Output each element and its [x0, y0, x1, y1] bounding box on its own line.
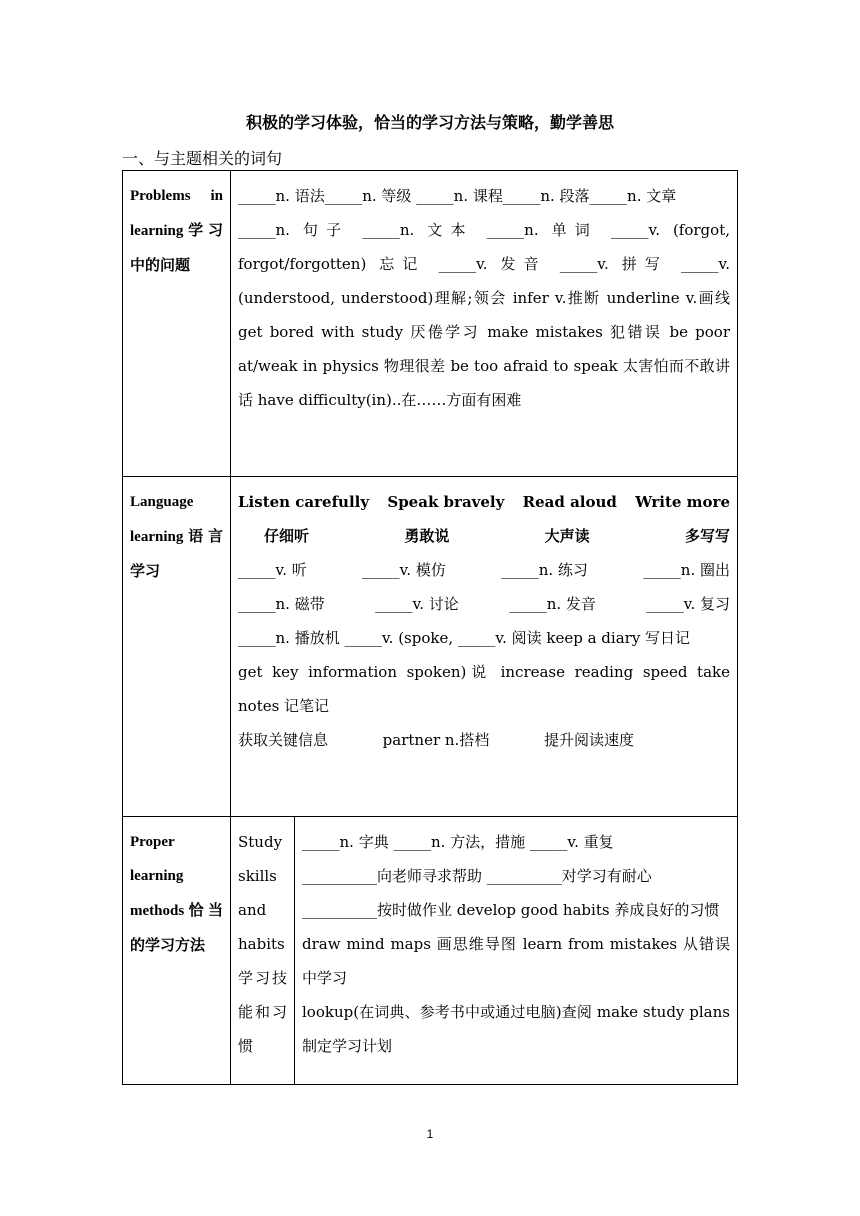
vocab-line	[238, 553, 730, 587]
strategy-en: Write more	[635, 493, 730, 511]
row-content	[295, 817, 738, 1085]
vocab-item: _____n. 发音	[509, 595, 596, 613]
row-head-zh: 恰当的学习方法	[130, 901, 223, 954]
row-head	[123, 171, 231, 477]
row-line: lookup(在词典、参考书中或通过电脑)查阅 make study plans 制定学习计划	[302, 1003, 730, 1055]
vocab-item: _____v. 复习	[646, 595, 730, 613]
row-head-zh: 学习中的问题	[130, 221, 223, 274]
row-line: _____n. 语法_____n. 等级 _____n. 课程_____n. 段落_____n. 文章	[238, 187, 677, 205]
vocab-item: _____n. 圈出	[643, 561, 730, 579]
row-head	[123, 817, 231, 1085]
table-row	[123, 171, 738, 477]
row-line: get key information spoken)说 increase reading speed take notes 记笔记	[238, 663, 730, 715]
strategy-zh: 仔细听	[264, 527, 310, 545]
strategy-en: Listen carefully	[238, 493, 370, 511]
row-content	[231, 477, 738, 817]
row-line: _____n. 句子 _____n. 文本 _____n. 单词 _____v. (forgot, forgot/forgotten) 忘记 _____v. 发音 _____v. 拼写 _____v. (understood, understood)理解;领会 infer v.推断 underline v.画线 get bored with study 厌倦学习 make mistakes 犯错误 be poor at/weak in physics 物理很差 be too afraid to speak 太害怕而不敢讲话 have difficulty(in)..在……方面有困难	[238, 221, 730, 409]
table-row	[123, 817, 738, 1085]
row-head	[123, 477, 231, 817]
row-content	[231, 171, 738, 477]
strategy-en: Read aloud	[522, 493, 617, 511]
vocab-item: _____n. 磁带	[238, 595, 325, 613]
row-head-en: Proper learning methods	[130, 834, 185, 919]
row-head-zh: 语言学习	[130, 527, 223, 580]
vocab-item: _____n. 练习	[501, 561, 588, 579]
strategies-zh	[238, 519, 730, 553]
vocab-table	[122, 170, 738, 1085]
vocab-item: _____v. 模仿	[362, 561, 446, 579]
row-line: draw mind maps 画思维导图 learn from mistakes 从错误中学习	[302, 935, 730, 987]
row-head-en: Problems in learning	[130, 188, 223, 239]
row-line: __________向老师寻求帮助 __________对学习有耐心	[302, 867, 652, 885]
sub-head: Study skills and habits 学习技能和习惯	[231, 817, 295, 1085]
vocab-item: _____v. 讨论	[375, 595, 459, 613]
strategy-en: Speak bravely	[387, 493, 505, 511]
strategy-zh: 勇敢说	[404, 527, 450, 545]
strategies-en	[238, 485, 730, 519]
page-number: 1	[426, 1127, 434, 1141]
vocab-line	[238, 723, 730, 757]
vocab-line	[238, 587, 730, 621]
vocab-item: partner n.搭档	[382, 731, 490, 749]
row-line: _____n. 播放机 _____v. (spoke, _____v. 阅读 keep a diary 写日记	[238, 629, 691, 647]
row-head-en: Language learning	[130, 494, 194, 545]
vocab-item: 提升阅读速度	[543, 731, 634, 749]
strategy-zh: 大声读	[544, 527, 590, 545]
table-row	[123, 477, 738, 817]
vocab-item: 获取关键信息	[238, 731, 329, 749]
vocab-item: _____v. 听	[238, 561, 307, 579]
document-title: 积极的学习体验，恰当的学习方法与策略，勤学善思	[245, 113, 614, 132]
row-line: _____n. 字典 _____n. 方法，措施 _____v. 重复	[302, 833, 614, 851]
section-heading: 一、与主题相关的词句	[122, 149, 283, 168]
row-line: __________按时做作业 develop good habits 养成良好的习惯	[302, 901, 720, 919]
strategy-zh: 多写写	[684, 527, 730, 545]
